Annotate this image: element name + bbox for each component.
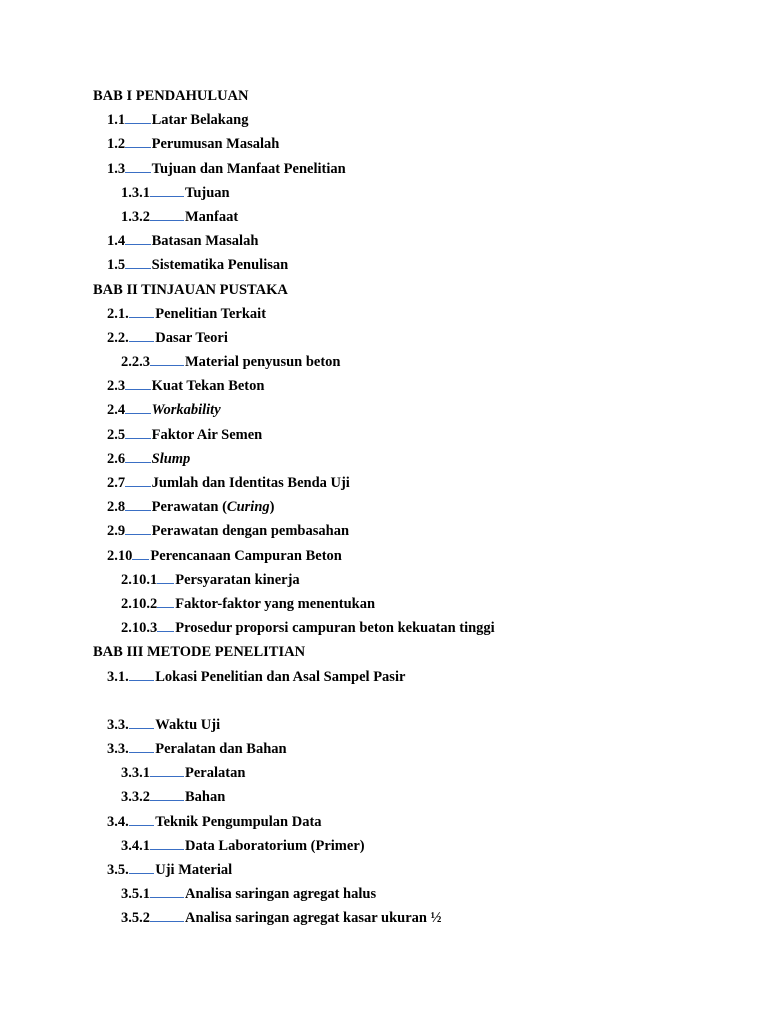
toc-leader-line xyxy=(129,715,155,729)
toc-entry-number: 2.10 xyxy=(107,547,133,564)
toc-entry xyxy=(0,304,768,328)
toc-entry-number: 1.5 xyxy=(107,257,126,274)
toc-leader-line xyxy=(150,836,184,850)
toc-entry-number: 2.10.2 xyxy=(121,595,158,612)
toc-entry-title: Batasan Masalah xyxy=(151,233,259,250)
toc-entry xyxy=(0,521,768,545)
toc-entry xyxy=(0,473,768,497)
toc-entry xyxy=(0,134,768,158)
toc-entry-number: 3.3.2 xyxy=(121,789,150,806)
toc-entry-title: Workability xyxy=(151,402,221,419)
toc-entry-title: Sistematika Penulisan xyxy=(151,257,289,274)
toc-entry-number: 2.10.1 xyxy=(121,571,158,588)
toc-entry-title: Teknik Pengumpulan Data xyxy=(155,813,322,830)
toc-leader-line xyxy=(125,255,151,269)
toc-entry-title: Perencanaan Campuran Beton xyxy=(150,547,342,564)
toc-entry-title: Lokasi Penelitian dan Asal Sampel Pasir xyxy=(155,668,406,685)
toc-entry xyxy=(0,618,768,642)
toc-entry xyxy=(0,836,768,860)
toc-leader-line xyxy=(150,352,184,366)
table-of-contents xyxy=(0,86,768,933)
toc-entry-number: 1.3.2 xyxy=(121,208,150,225)
toc-entry-number: 1.3 xyxy=(107,160,126,177)
toc-leader-line xyxy=(125,110,151,124)
toc-entry-number: 3.3.1 xyxy=(121,765,150,782)
toc-entry-title: BAB II TINJAUAN PUSTAKA xyxy=(93,281,288,298)
toc-entry-title: Dasar Teori xyxy=(155,329,228,346)
toc-entry-number: 3.5.2 xyxy=(121,910,150,927)
toc-entry xyxy=(0,667,768,691)
toc-leader-line xyxy=(150,763,184,777)
toc-title-part: Perawatan ( xyxy=(151,499,227,516)
toc-leader-line xyxy=(125,376,151,390)
toc-entry-title: Peralatan xyxy=(185,765,246,782)
toc-entry-title xyxy=(152,497,275,517)
toc-entry-number: 2.3 xyxy=(107,378,126,395)
toc-entry-title: Kuat Tekan Beton xyxy=(151,378,265,395)
toc-entry-number: 3.4. xyxy=(107,813,129,830)
toc-leader-line xyxy=(157,570,174,584)
toc-entry-number: 2.10.3 xyxy=(121,620,158,637)
toc-entry xyxy=(0,570,768,594)
toc-leader-line xyxy=(132,546,149,560)
toc-leader-line xyxy=(125,449,151,463)
toc-entry-number: 2.9 xyxy=(107,523,126,540)
toc-leader-line xyxy=(157,594,174,608)
toc-blank-line xyxy=(0,691,768,715)
toc-entry-title: BAB III METODE PENELITIAN xyxy=(93,644,306,661)
toc-chapter-heading xyxy=(0,280,768,304)
toc-entry-number: 3.3. xyxy=(107,741,129,758)
toc-entry-title: Peralatan dan Bahan xyxy=(155,741,287,758)
toc-entry-title: Penelitian Terkait xyxy=(155,305,267,322)
toc-leader-line xyxy=(125,134,151,148)
toc-entry xyxy=(0,860,768,884)
toc-leader-line xyxy=(150,884,184,898)
toc-entry-number: 2.5 xyxy=(107,426,126,443)
toc-entry-title: Jumlah dan Identitas Benda Uji xyxy=(151,475,350,491)
toc-leader-line xyxy=(129,304,155,318)
toc-entry xyxy=(0,812,768,836)
toc-entry xyxy=(0,400,768,424)
toc-entry-number: 2.8 xyxy=(107,499,126,516)
toc-entry-title: Tujuan dan Manfaat Penelitian xyxy=(151,160,346,177)
toc-entry-number: 2.6 xyxy=(107,450,126,467)
toc-entry xyxy=(0,425,768,449)
toc-leader-line xyxy=(125,497,151,511)
toc-entry xyxy=(0,231,768,255)
toc-entry-number: 3.5.1 xyxy=(121,886,150,903)
toc-entry xyxy=(0,497,768,521)
toc-leader-line xyxy=(125,521,151,535)
toc-entry-number: 1.2 xyxy=(107,136,126,153)
toc-title-part: ) xyxy=(269,499,275,516)
toc-entry xyxy=(0,908,768,932)
toc-entry-title: Uji Material xyxy=(155,862,233,878)
toc-entry xyxy=(0,207,768,231)
toc-entry-title: Tujuan xyxy=(185,184,230,201)
toc-entry xyxy=(0,352,768,376)
toc-entry-title: Data Laboratorium (Primer) xyxy=(185,837,365,854)
toc-entry-title: Slump xyxy=(151,450,191,467)
toc-entry-number: 2.7 xyxy=(107,475,126,491)
toc-entry-title: Persyaratan kinerja xyxy=(175,571,300,588)
toc-entry-title: Material penyusun beton xyxy=(185,354,341,371)
toc-entry-number: 1.4 xyxy=(107,233,126,250)
toc-entry-number: 3.1. xyxy=(107,668,129,685)
toc-entry-title: Analisa saringan agregat kasar ukuran ½ xyxy=(185,910,442,927)
toc-entry xyxy=(0,376,768,400)
toc-chapter-heading xyxy=(0,86,768,110)
toc-entry xyxy=(0,183,768,207)
toc-entry-number: 3.3. xyxy=(107,716,129,733)
toc-entry xyxy=(0,715,768,739)
toc-entry-title: Waktu Uji xyxy=(155,716,221,733)
toc-entry-number: 2.4 xyxy=(107,402,126,419)
toc-entry xyxy=(0,787,768,811)
toc-leader-line xyxy=(125,473,151,487)
toc-title-part: Curing xyxy=(226,499,270,516)
toc-leader-line xyxy=(125,425,151,439)
toc-entry-title: Perumusan Masalah xyxy=(151,136,280,153)
toc-entry-number: 1.3.1 xyxy=(121,184,150,201)
toc-entry xyxy=(0,159,768,183)
toc-leader-line xyxy=(129,328,155,342)
toc-leader-line xyxy=(125,400,151,414)
toc-entry-title: Prosedur proporsi campuran beton kekuatan tinggi xyxy=(175,620,495,637)
toc-entry xyxy=(0,328,768,352)
toc-leader-line xyxy=(150,908,184,922)
toc-leader-line xyxy=(125,159,151,173)
toc-leader-line xyxy=(125,231,151,245)
toc-leader-line xyxy=(150,207,184,221)
toc-entry-number: 3.5. xyxy=(107,862,129,878)
toc-leader-line xyxy=(150,183,184,197)
toc-entry xyxy=(0,884,768,908)
toc-entry-title: Manfaat xyxy=(185,208,239,225)
toc-entry xyxy=(0,763,768,787)
toc-leader-line xyxy=(150,787,184,801)
toc-entry-number: 1.1 xyxy=(107,112,126,129)
toc-entry xyxy=(0,110,768,134)
toc-chapter-heading xyxy=(0,642,768,666)
toc-entry-number: 2.1. xyxy=(107,305,129,322)
toc-leader-line xyxy=(129,860,155,874)
toc-entry xyxy=(0,449,768,473)
toc-entry-title: Latar Belakang xyxy=(151,112,249,129)
toc-entry-number: 2.2. xyxy=(107,329,129,346)
toc-leader-line xyxy=(129,812,155,826)
toc-entry-title: Perawatan dengan pembasahan xyxy=(151,523,350,540)
toc-entry xyxy=(0,739,768,763)
toc-leader-line xyxy=(129,739,155,753)
toc-leader-line xyxy=(129,667,155,681)
toc-entry-number: 3.4.1 xyxy=(121,837,150,854)
toc-entry-number: 2.2.3 xyxy=(121,354,150,371)
toc-entry-title: Bahan xyxy=(185,789,226,806)
toc-entry xyxy=(0,546,768,570)
toc-entry-title: Analisa saringan agregat halus xyxy=(185,886,377,903)
toc-entry-title: Faktor Air Semen xyxy=(151,426,263,443)
toc-entry-title: Faktor-faktor yang menentukan xyxy=(175,595,376,612)
toc-entry-title: BAB I PENDAHULUAN xyxy=(93,88,249,104)
toc-entry xyxy=(0,594,768,618)
toc-leader-line xyxy=(157,618,174,632)
toc-entry xyxy=(0,255,768,279)
